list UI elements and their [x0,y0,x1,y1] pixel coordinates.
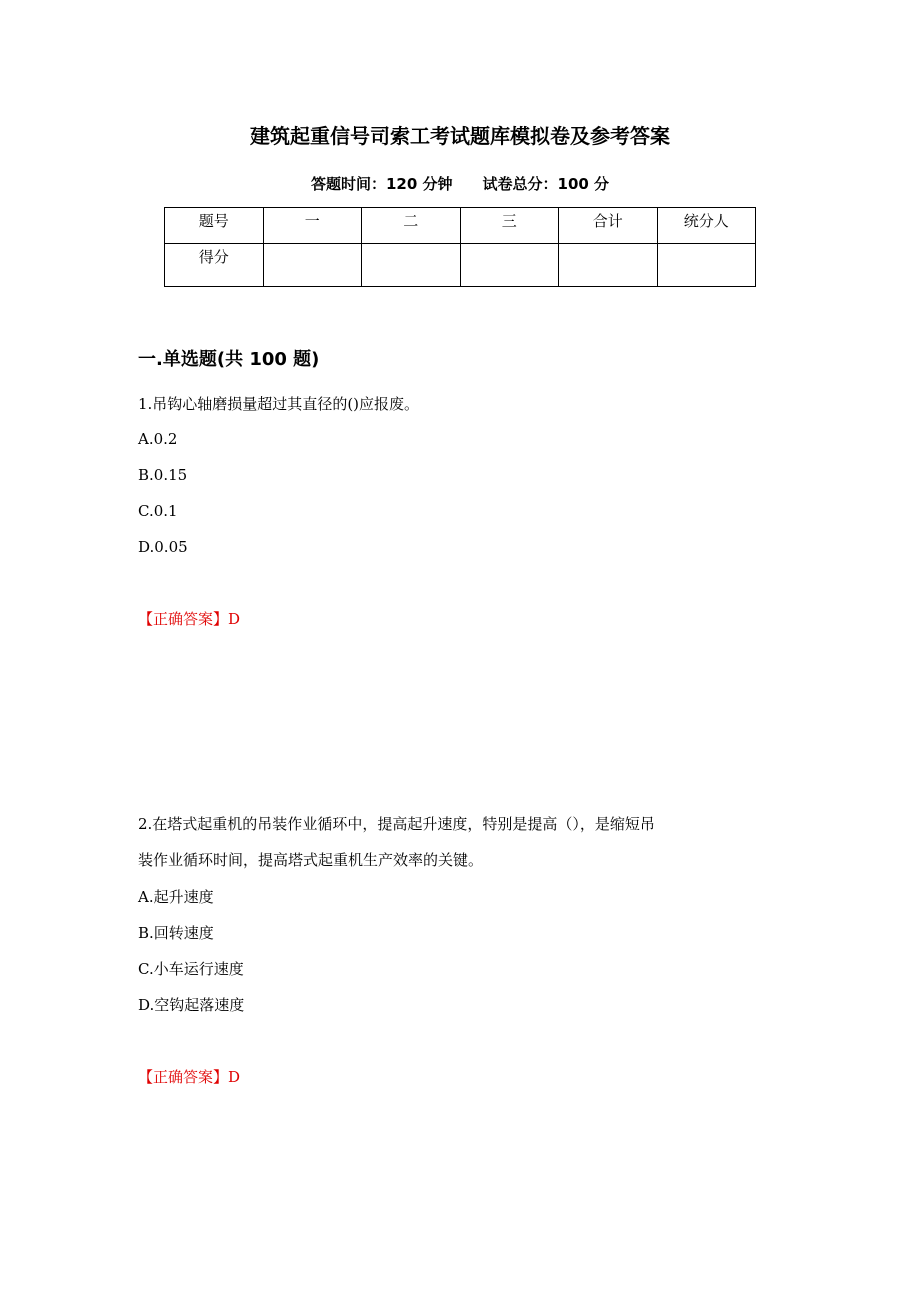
exam-meta [0,173,920,195]
total-score: 试卷总分：100 分 [482,175,610,193]
score-cell-total [559,244,658,287]
question-2-stem-line-2: 装作业循环时间，提高塔式起重机生产效率的关键。 [138,851,484,869]
score-table [164,207,756,287]
question-2-option-c: C.小车运行速度 [138,960,244,978]
question-2-option-b: B.回转速度 [138,924,214,942]
score-table-score-row [165,244,756,287]
answer-value: D [228,1068,241,1086]
question-1-option-a: A.0.2 [138,430,178,448]
answer-label: 【正确答案】 [138,1068,229,1086]
question-2-option-a: A.起升速度 [138,888,214,906]
header-question-number: 题号 [165,208,264,244]
header-part-3: 三 [460,208,559,244]
question-1-stem: 1.吊钩心轴磨损量超过其直径的()应报废。 [138,395,420,413]
section-title: 一.单选题(共 100 题) [138,349,320,370]
header-total: 合计 [559,208,658,244]
row-label-score: 得分 [165,244,264,287]
score-table-header-row [165,208,756,244]
question-1-option-b: B.0.15 [138,466,188,484]
answer-value: D [228,610,241,628]
score-cell-part-1 [263,244,362,287]
score-cell-part-2 [362,244,461,287]
question-2-answer [138,1066,240,1088]
document-title: 建筑起重信号司索工考试题库模拟卷及参考答案 [250,124,670,148]
header-scorer: 统分人 [657,208,756,244]
question-2-option-d: D.空钩起落速度 [138,996,245,1014]
exam-time: 答题时间：120 分钟 [310,175,453,193]
question-1-answer [138,608,240,630]
question-1-option-d: D.0.05 [138,538,188,556]
header-part-2: 二 [362,208,461,244]
score-cell-scorer [657,244,756,287]
score-cell-part-3 [460,244,559,287]
answer-label: 【正确答案】 [138,610,229,628]
question-2-stem-line-1: 2.在塔式起重机的吊装作业循环中，提高起升速度，特别是提高（），是缩短吊 [138,815,655,833]
question-1-option-c: C.0.1 [138,502,178,520]
header-part-1: 一 [263,208,362,244]
